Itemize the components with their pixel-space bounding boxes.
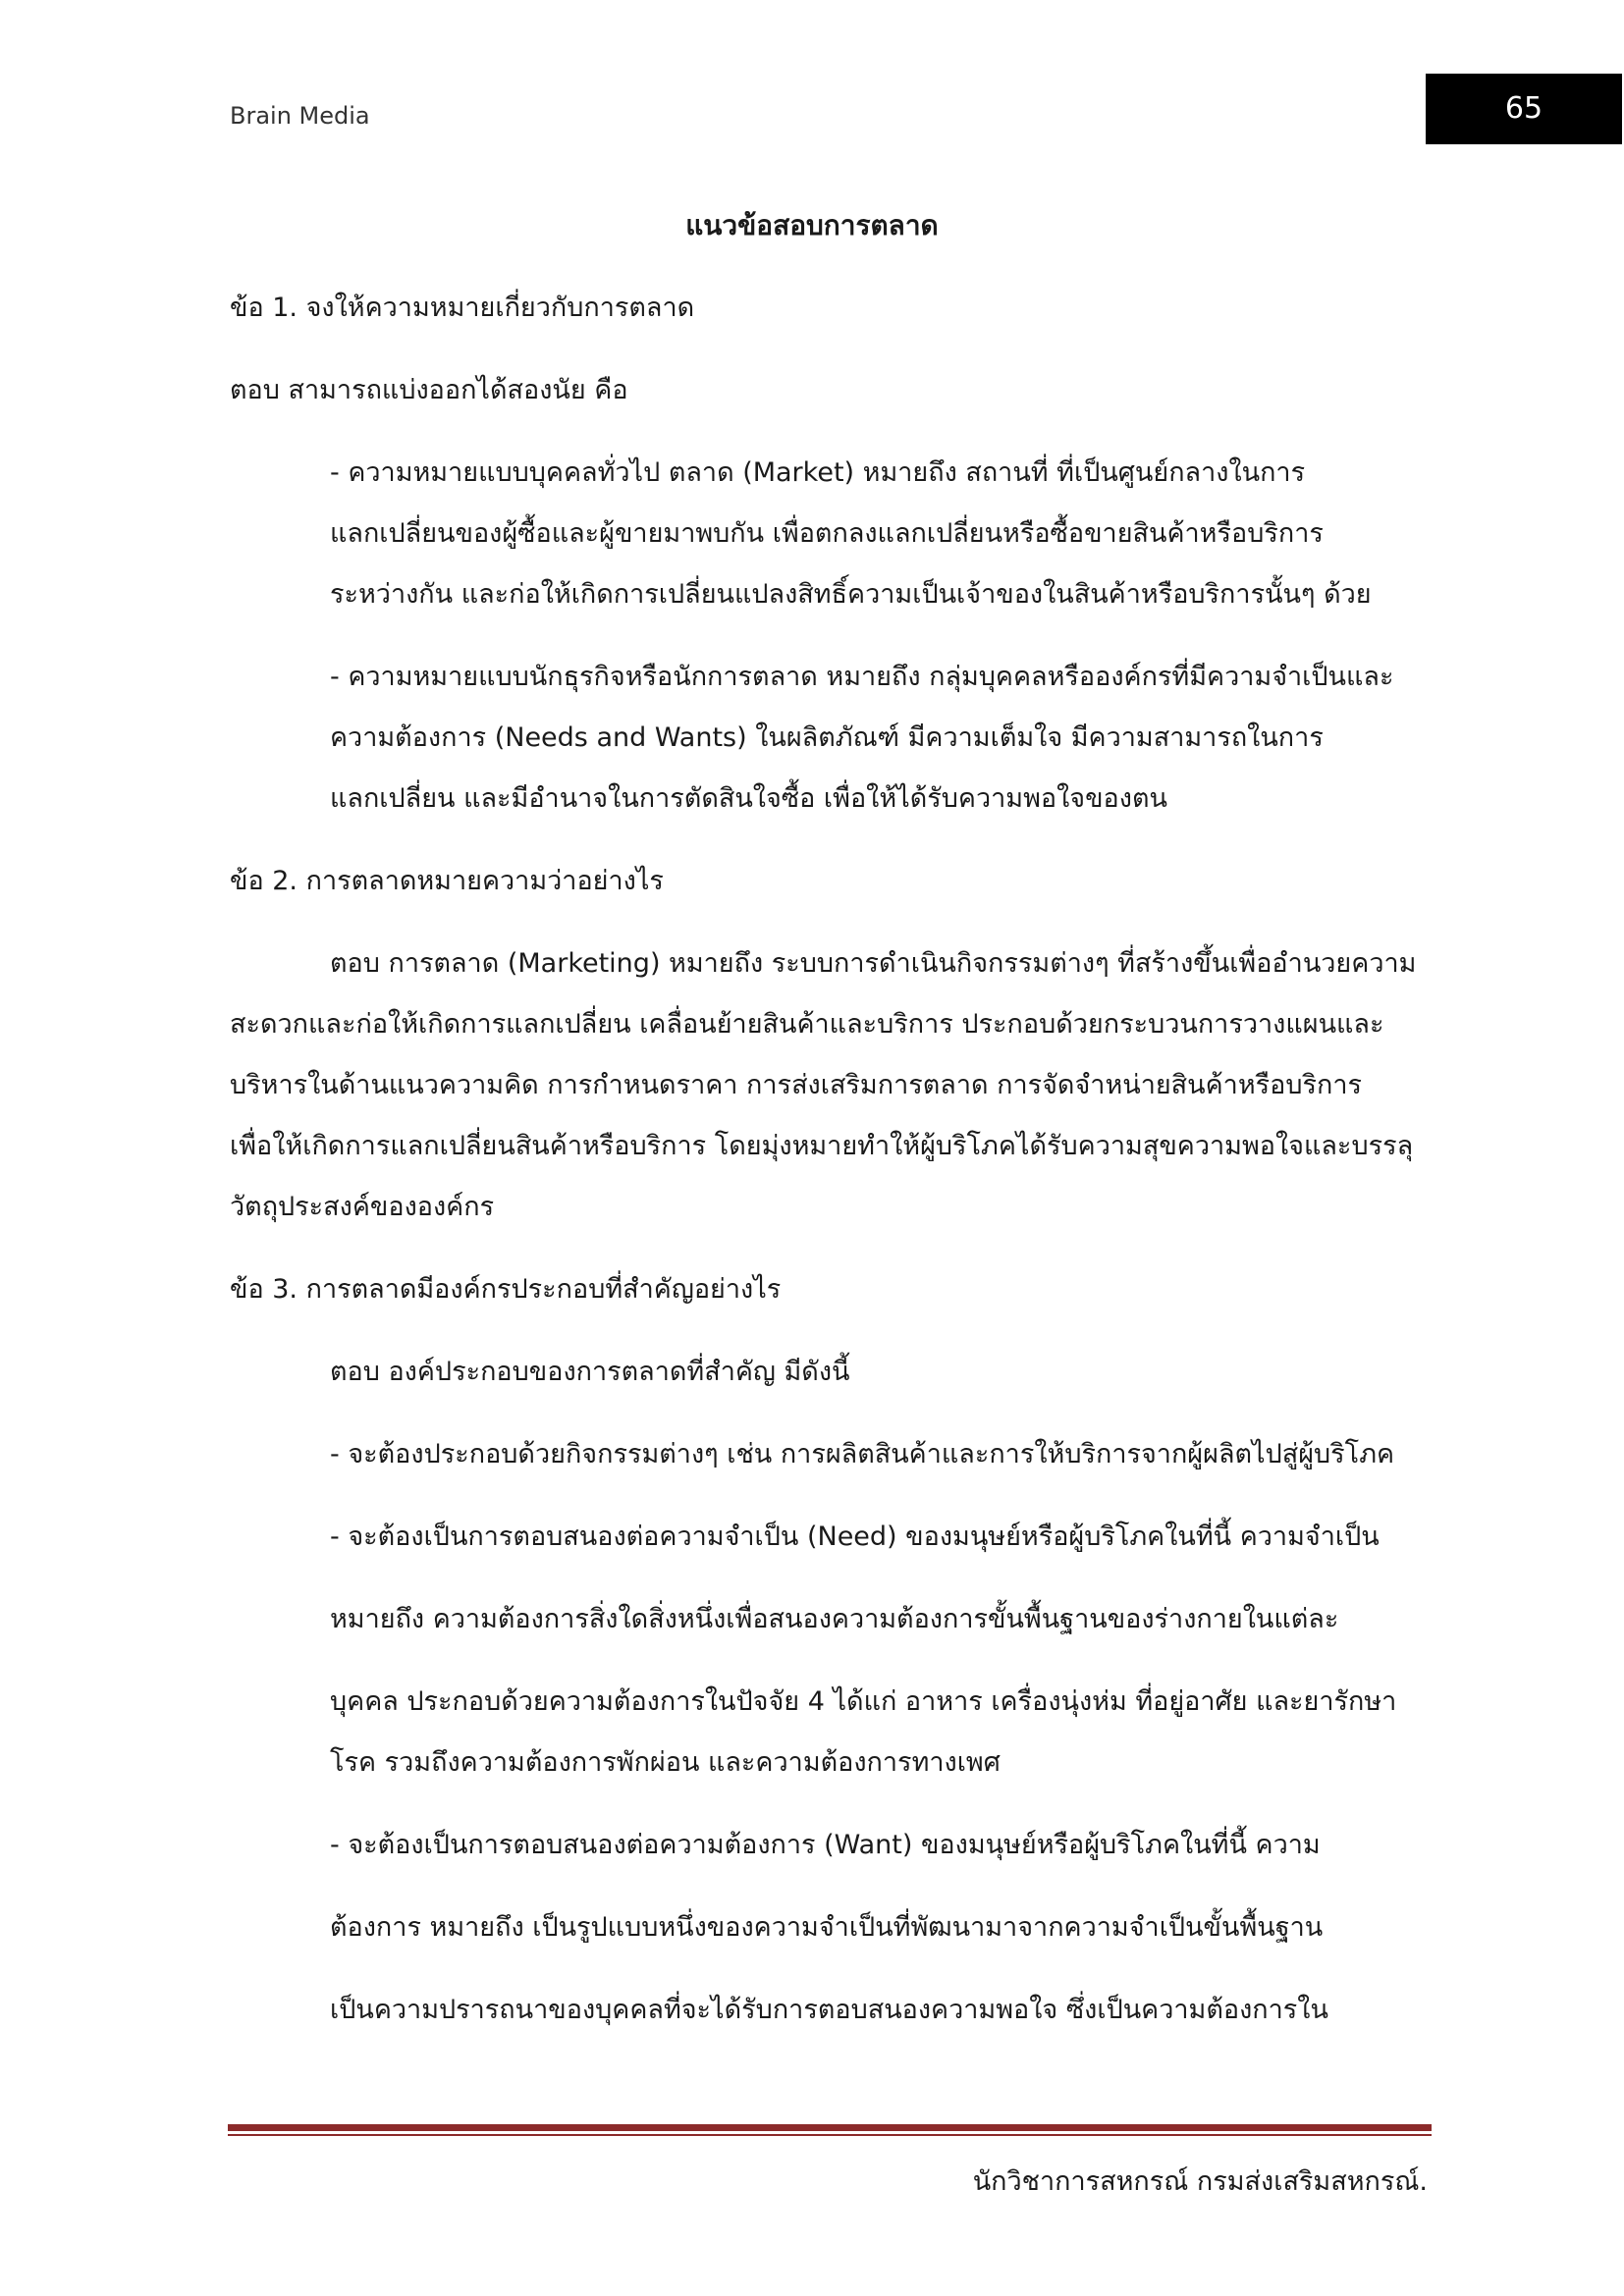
paragraph-line: - จะต้องเป็นการตอบสนองต่อความจำเป็น (Need) ของมนุษย์หรือผู้บริโภคในที่นี้ ความจำเป็น: [330, 1522, 1380, 1552]
question-2: ข้อ 2. การตลาดหมายความว่าอย่างไร: [230, 866, 664, 896]
answer-1-intro: ตอบ สามารถแบ่งออกได้สองนัย คือ: [230, 375, 628, 405]
paragraph-line: - จะต้องเป็นการตอบสนองต่อความต้องการ (Want) ของมนุษย์หรือผู้บริโภคในที่นี้ ความ: [330, 1830, 1321, 1860]
paragraph-line: แลกเปลี่ยน และมีอำนาจในการตัดสินใจซื้อ เพื่อให้ได้รับความพอใจของตน: [330, 783, 1167, 814]
paragraph-line: ต้องการ หมายถึง เป็นรูปแบบหนึ่งของความจำเป็นที่พัฒนามาจากความจำเป็นขั้นพื้นฐาน: [330, 1912, 1324, 1943]
paragraph-line: ความต้องการ (Needs and Wants) ในผลิตภัณฑ์ มีความเต็มใจ มีความสามารถในการ: [330, 722, 1324, 753]
paragraph-line: แลกเปลี่ยนของผู้ซื้อและผู้ขายมาพบกัน เพื่อตกลงแลกเปลี่ยนหรือซื้อขายสินค้าหรือบริการ: [330, 518, 1324, 549]
paragraph-line: ตอบ การตลาด (Marketing) หมายถึง ระบบการดำเนินกิจกรรมต่างๆ ที่สร้างขึ้นเพื่ออำนวยความ: [330, 948, 1417, 979]
paragraph-line: บริหารในด้านแนวความคิด การกำหนดราคา การส่งเสริมการตลาด การจัดจำหน่ายสินค้าหรือบริการ: [230, 1070, 1363, 1100]
paragraph-line: วัตถุประสงค์ขององค์กร: [230, 1192, 495, 1222]
paragraph-line: เพื่อให้เกิดการแลกเปลี่ยนสินค้าหรือบริการ โดยมุ่งหมายทำให้ผู้บริโภคได้รับความสุขความพอใจและบรรลุ: [230, 1131, 1414, 1161]
footer-author: นักวิชาการสหกรณ์ กรมส่งเสริมสหกรณ์.: [972, 2166, 1428, 2197]
header-brand: Brain Media: [230, 102, 370, 130]
paragraph-line: บุคคล ประกอบด้วยความต้องการในปัจจัย 4 ได้แก่ อาหาร เครื่องนุ่งห่ม ที่อยู่อาศัย และยารักษา: [330, 1686, 1397, 1717]
document-title: แนวข้อสอบการตลาด: [685, 209, 939, 241]
paragraph-line: สะดวกและก่อให้เกิดการแลกเปลี่ยน เคลื่อนย้ายสินค้าและบริการ ประกอบด้วยกระบวนการวางแผนและ: [230, 1009, 1384, 1040]
question-3: ข้อ 3. การตลาดมีองค์กรประกอบที่สำคัญอย่างไร: [230, 1274, 782, 1305]
paragraph-line: - ความหมายแบบนักธุรกิจหรือนักการตลาด หมายถึง กลุ่มบุคคลหรือองค์กรที่มีความจำเป็นและ: [330, 662, 1394, 692]
footer-divider: [228, 2124, 1432, 2136]
answer-3-intro: ตอบ องค์ประกอบของการตลาดที่สำคัญ มีดังนี้: [330, 1357, 850, 1387]
page-number: 65: [1504, 91, 1543, 126]
paragraph-line: เป็นความปรารถนาของบุคคลที่จะได้รับการตอบสนองความพอใจ ซึ่งเป็นความต้องการใน: [330, 1995, 1328, 2025]
paragraph-line: โรค รวมถึงความต้องการพักผ่อน และความต้องการทางเพศ: [330, 1747, 1001, 1778]
paragraph-line: - ความหมายแบบบุคคลทั่วไป ตลาด (Market) หมายถึง สถานที่ ที่เป็นศูนย์กลางในการ: [330, 457, 1306, 488]
paragraph-line: ระหว่างกัน และก่อให้เกิดการเปลี่ยนแปลงสิทธิ์ความเป็นเจ้าของในสินค้าหรือบริการนั้นๆ ด้วย: [330, 579, 1372, 610]
paragraph-line: - จะต้องประกอบด้วยกิจกรรมต่างๆ เช่น การผลิตสินค้าและการให้บริการจากผู้ผลิตไปสู่ผู้บริโภค: [330, 1439, 1395, 1469]
page-number-badge: [1426, 74, 1622, 144]
question-1: ข้อ 1. จงให้ความหมายเกี่ยวกับการตลาด: [230, 293, 695, 323]
paragraph-line: หมายถึง ความต้องการสิ่งใดสิ่งหนึ่งเพื่อสนองความต้องการขั้นพื้นฐานของร่างกายในแต่ละ: [330, 1604, 1339, 1634]
